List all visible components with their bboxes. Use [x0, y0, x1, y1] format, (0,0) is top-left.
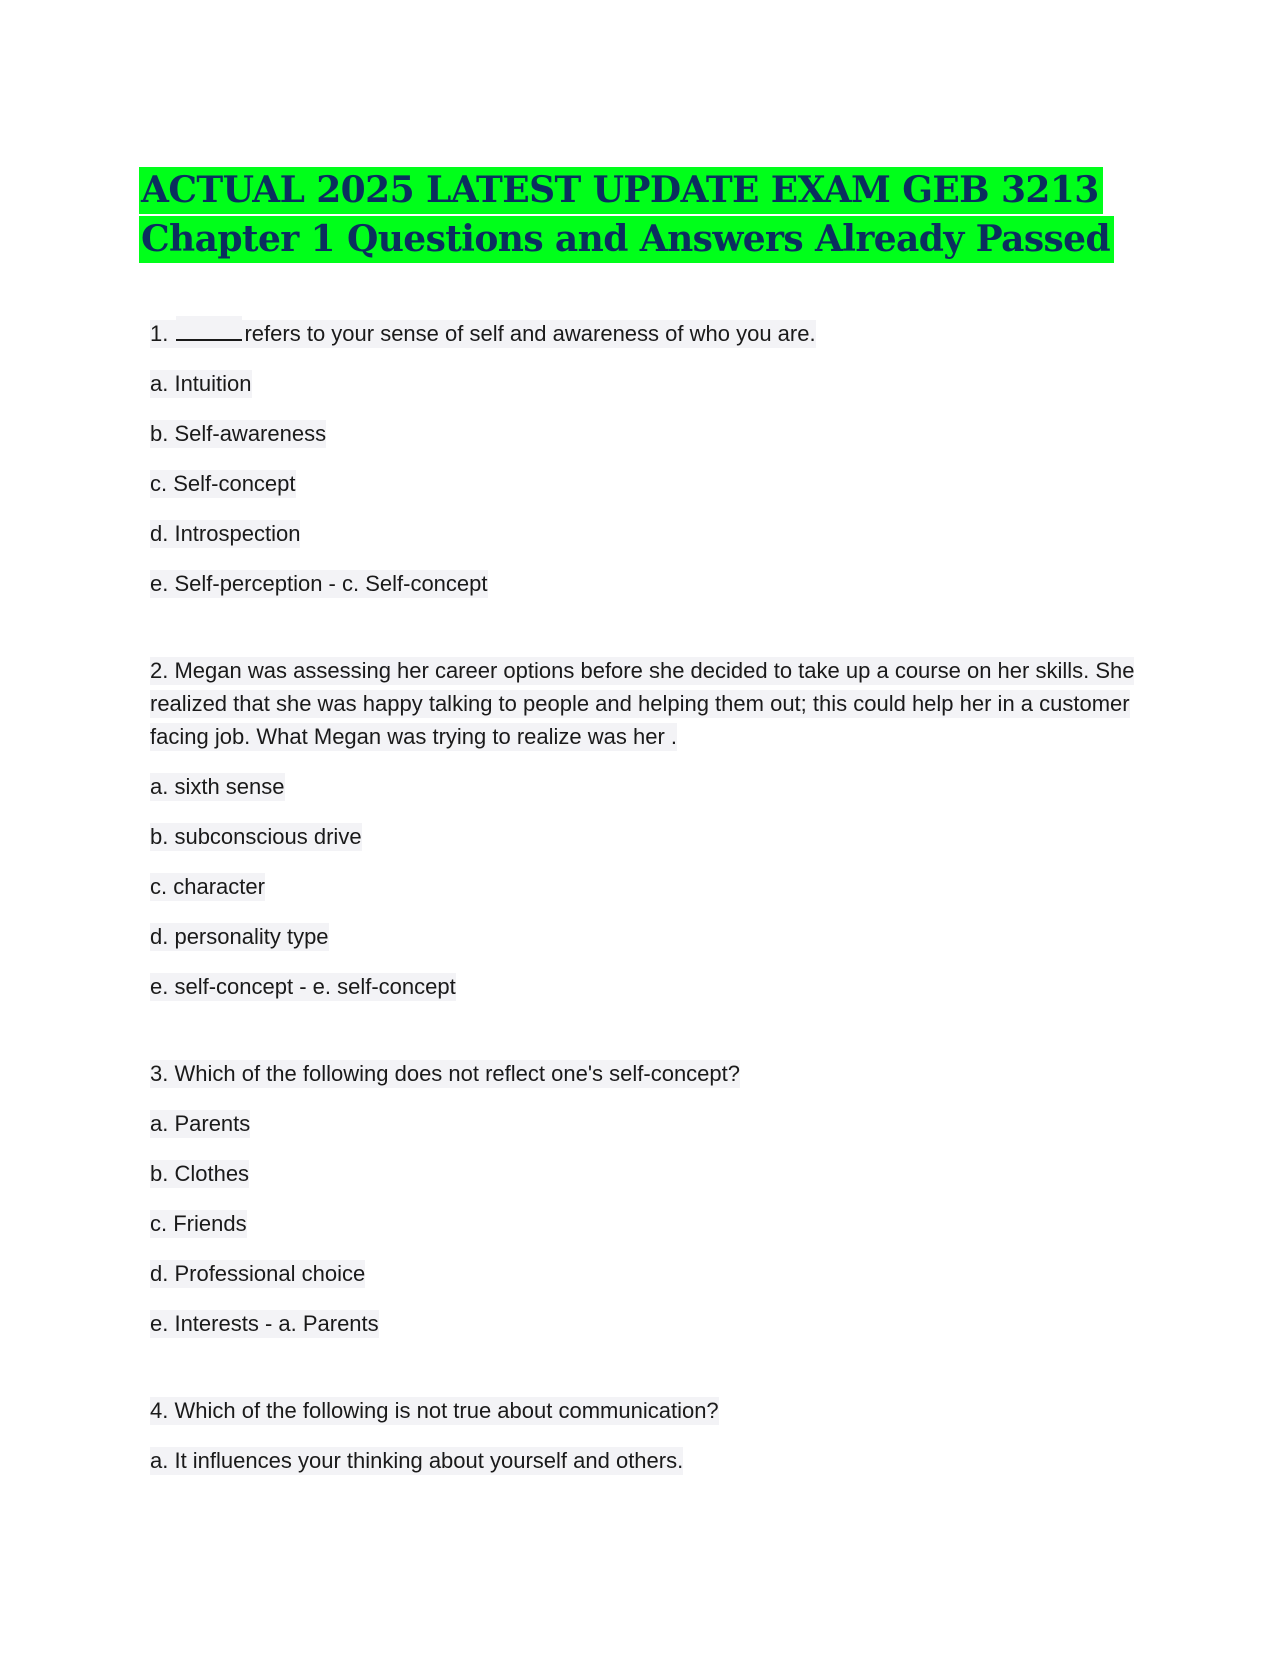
option-item: a. It influences your thinking about yourself and others. — [150, 1448, 684, 1473]
question-text — [150, 1394, 1140, 1427]
fill-in-blank — [176, 316, 242, 341]
question-number: 1. — [150, 321, 169, 346]
option-item: a. Parents — [150, 1111, 251, 1136]
question-body: Megan was assessing her career options before she decided to take up a course on her skills. She realized that she was happy talking to people and helping them out; this could help her in a customer facing job. What Megan was trying to realize was her . — [150, 658, 1135, 749]
option-item: a. Intuition — [150, 371, 252, 396]
option-item: b. Clothes — [150, 1161, 250, 1186]
option-item-with-answer: e. Interests - a. Parents — [150, 1311, 379, 1336]
option-item: b. Self-awareness — [150, 421, 327, 446]
title-line-2: Chapter 1 Questions and Answers Already Passed — [139, 216, 1114, 263]
question-number: 3. — [150, 1061, 169, 1086]
option-item: c. Self-concept — [150, 471, 296, 496]
question-list — [150, 316, 1140, 1531]
option-item: d. personality type — [150, 924, 329, 949]
question-number: 4. — [150, 1398, 169, 1423]
option-item: d. Professional choice — [150, 1261, 366, 1286]
option-item: d. Introspection — [150, 521, 301, 546]
option-item-with-answer: e. self-concept - e. self-concept — [150, 974, 456, 999]
question-text — [150, 1057, 1140, 1090]
option-item-with-answer: e. Self-perception - c. Self-concept — [150, 571, 488, 596]
question-body: refers to your sense of self and awareness of who you are. — [244, 321, 816, 346]
option-item: b. subconscious drive — [150, 824, 362, 849]
question-4 — [150, 1394, 1140, 1477]
question-text — [150, 654, 1140, 753]
option-item: a. sixth sense — [150, 774, 285, 799]
question-body: Which of the following is not true about communication? — [174, 1398, 719, 1423]
question-1 — [150, 316, 1140, 600]
question-3 — [150, 1057, 1140, 1340]
option-item: c. Friends — [150, 1211, 247, 1236]
document-title — [139, 166, 1139, 264]
question-number: 2. — [150, 658, 169, 683]
question-text — [150, 316, 1140, 350]
title-line-1: ACTUAL 2025 LATEST UPDATE EXAM GEB 3213 — [139, 167, 1103, 214]
option-item: c. character — [150, 874, 265, 899]
question-2 — [150, 654, 1140, 1003]
question-body: Which of the following does not reflect one's self-concept? — [174, 1061, 740, 1086]
